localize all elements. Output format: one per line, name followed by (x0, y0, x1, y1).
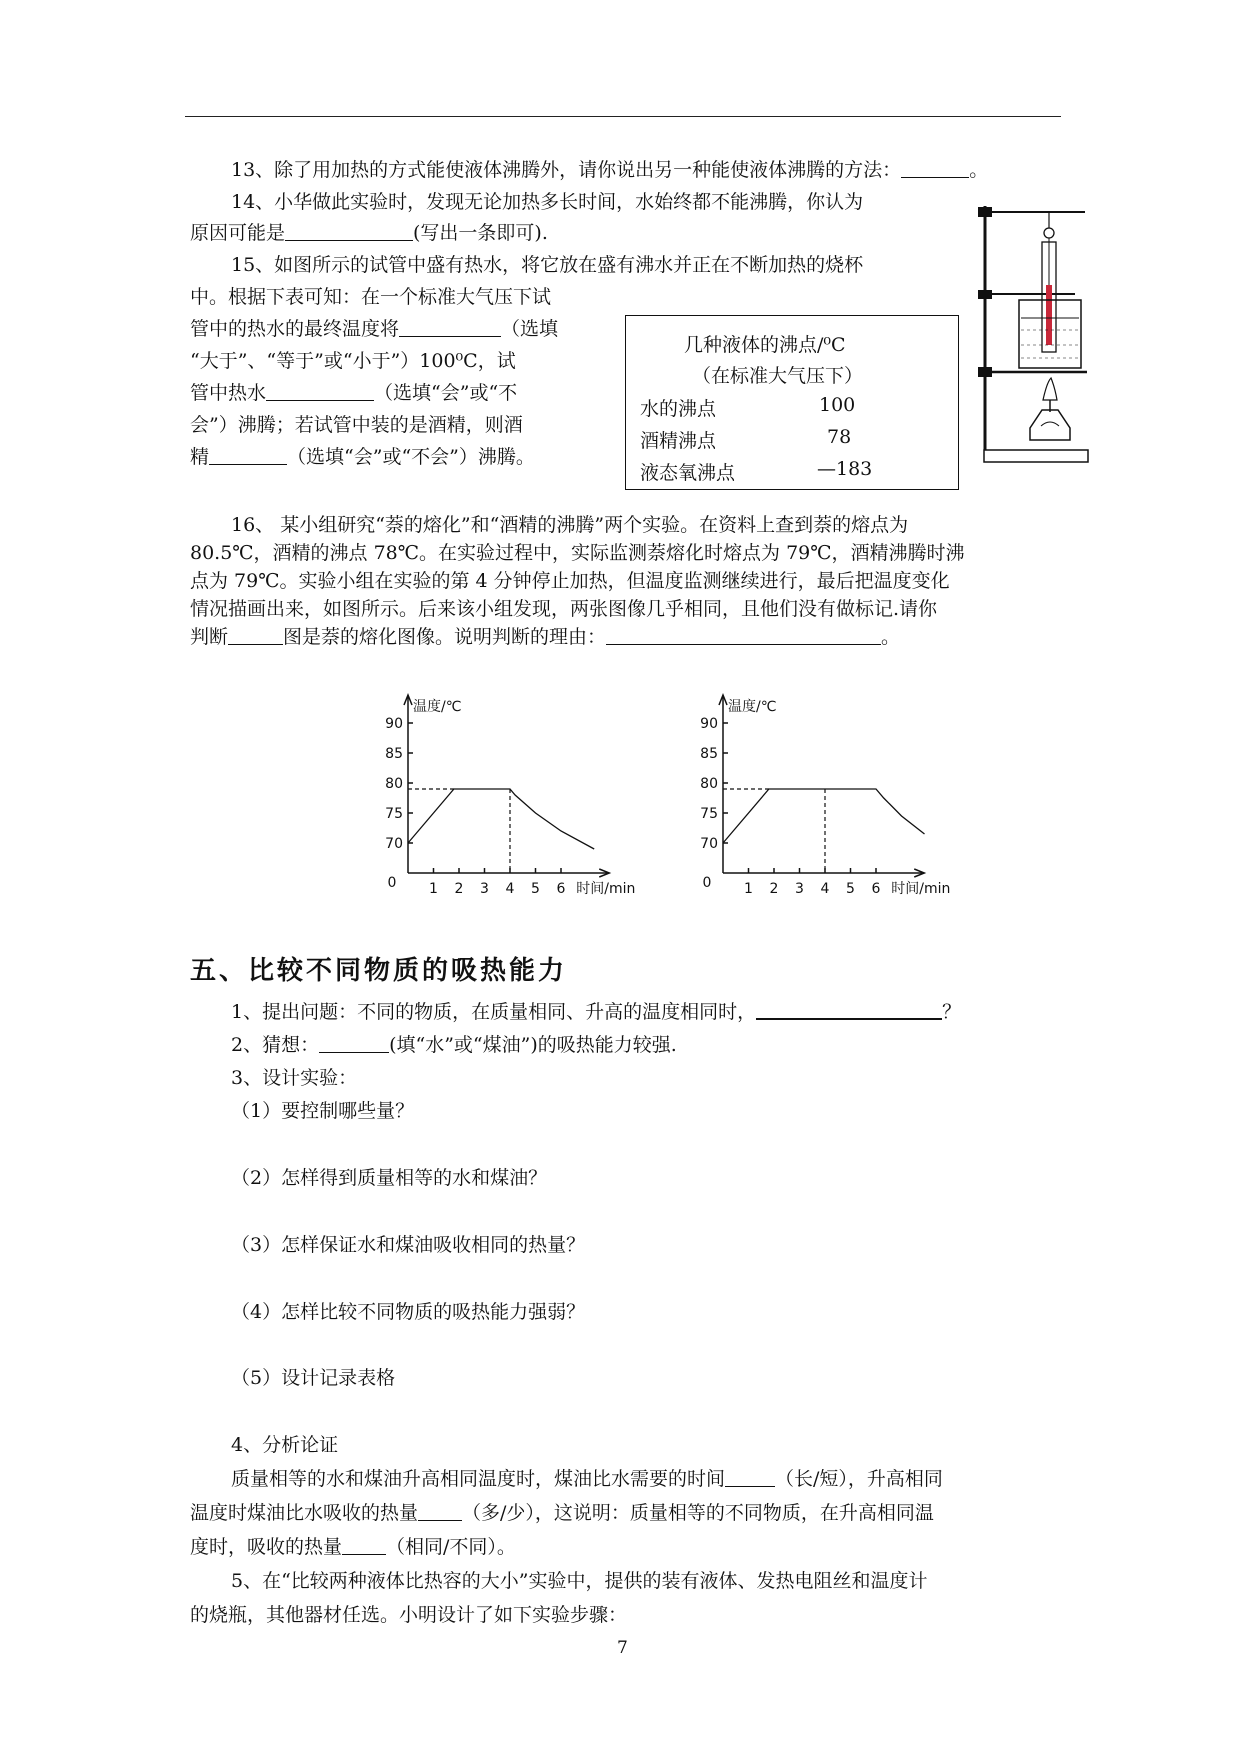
x-tick-label: 1 (744, 881, 753, 897)
temperature-time-chart-right (685, 685, 975, 905)
boiling-point-table (625, 315, 959, 490)
section5-item4: 4、分析论证 (231, 1434, 339, 1456)
question-15-line7: 精 （选填“会”或“不会”）沸腾。 (190, 446, 535, 468)
x-axis-label: 时间/min (576, 881, 636, 897)
answer-blank[interactable] (418, 1500, 462, 1521)
y-tick-label: 90 (700, 716, 718, 732)
x-tick-label: 1 (429, 881, 438, 897)
page-number: 7 (617, 1638, 628, 1658)
question-16-line5: 判断 图是萘的熔化图像。说明判断的理由： 。 (190, 626, 901, 648)
y-tick-label: 75 (385, 806, 403, 822)
table-row-value: 100 (819, 394, 856, 416)
y-tick-label: 70 (385, 836, 403, 852)
design-question-5: （5）设计记录表格 (231, 1367, 396, 1389)
table-row-name: 液态氧沸点 (640, 462, 736, 484)
question-15-line2: 中。根据下表可知：在一个标准大气压下试 (190, 286, 552, 308)
answer-blank[interactable] (399, 316, 501, 337)
header-rule (185, 116, 1061, 117)
y-tick-label: 80 (700, 776, 718, 792)
y-tick-label: 90 (385, 716, 403, 732)
x-tick-label: 0 (702, 875, 712, 891)
answer-blank[interactable] (901, 157, 969, 178)
x-tick-label: 2 (454, 881, 464, 897)
answer-blank[interactable] (606, 624, 881, 645)
y-tick-label: 80 (385, 776, 403, 792)
answer-blank[interactable] (342, 1534, 386, 1555)
question-15-line1: 15、如图所示的试管中盛有热水，将它放在盛有沸水并正在不断加热的烧杯 (231, 254, 864, 276)
question-15-line4: “大于”、“等于”或“小于”）100⁰C，试 (190, 350, 516, 372)
section-heading: 五、比较不同物质的吸热能力 (190, 956, 568, 986)
table-subtitle: （在标准大气压下） (692, 365, 864, 387)
section5-item1: 1、提出问题：不同的物质，在质量相同、升高的温度相同时， ？ (231, 997, 961, 1027)
x-tick-label: 4 (505, 881, 515, 897)
answer-blank[interactable] (319, 1032, 389, 1053)
section5-item5-line2: 的烧瓶，其他器材任选。小明设计了如下实验步骤： (190, 1604, 628, 1626)
question-15-line6: 会”）沸腾；若试管中装的是酒精，则酒 (190, 414, 523, 436)
table-title: 几种液体的沸点/⁰C (684, 334, 846, 356)
answer-blank[interactable] (756, 998, 942, 1020)
temperature-time-chart-left (370, 685, 660, 905)
boiling-apparatus-illustration (975, 200, 1095, 470)
analysis-line2: 温度时煤油比水吸收的热量 （多/少），这说明：质量相等的不同物质，在升高相同温 (190, 1502, 934, 1524)
x-axis-label: 时间/min (891, 881, 951, 897)
answer-blank[interactable] (209, 444, 287, 465)
table-row-name: 酒精沸点 (640, 430, 717, 452)
answer-blank[interactable] (228, 624, 283, 645)
table-row-value: 78 (827, 426, 852, 448)
x-tick-label: 4 (820, 881, 830, 897)
answer-blank[interactable] (266, 380, 374, 401)
x-tick-label: 0 (387, 875, 397, 891)
series-line (408, 789, 594, 849)
x-tick-label: 2 (769, 881, 779, 897)
y-axis-label: 温度/℃ (413, 699, 462, 715)
section5-item2: 2、猜想： (填“水”或“煤油”)的吸热能力较强. (231, 1034, 677, 1056)
question-16-line2: 80.5℃，酒精的沸点 78℃。在实验过程中，实际监测萘熔化时熔点为 79℃，酒精沸腾时沸 (190, 542, 965, 564)
design-question-2: （2）怎样得到质量相等的水和煤油？ (231, 1167, 548, 1189)
x-tick-label: 5 (531, 881, 540, 897)
question-16-line3: 点为 79℃。实验小组在实验的第 4 分钟停止加热，但温度监测继续进行，最后把温度变化 (190, 570, 950, 592)
y-tick-label: 85 (385, 746, 403, 762)
x-tick-label: 6 (871, 881, 881, 897)
y-axis-label: 温度/℃ (728, 699, 777, 715)
y-tick-label: 75 (700, 806, 718, 822)
design-question-1: （1）要控制哪些量？ (231, 1100, 415, 1122)
question-14-line1: 14、小华做此实验时，发现无论加热多长时间，水始终都不能沸腾，你认为 (231, 191, 864, 213)
x-tick-label: 5 (846, 881, 855, 897)
x-tick-label: 3 (480, 881, 489, 897)
design-question-3: （3）怎样保证水和煤油吸收相同的热量？ (231, 1234, 586, 1256)
analysis-line1: 质量相等的水和煤油升高相同温度时，煤油比水需要的时间 （长/短），升高相同 (231, 1468, 943, 1490)
question-16-line4: 情况描画出来，如图所示。后来该小组发现，两张图像几乎相同，且他们没有做标记.请你 (190, 598, 938, 620)
question-15-line5: 管中热水 （选填“会”或“不 (190, 382, 518, 404)
answer-blank[interactable] (285, 220, 413, 241)
design-question-4: （4）怎样比较不同物质的吸热能力强弱？ (231, 1301, 586, 1323)
section5-item5-line1: 5、在“比较两种液体比热容的大小”实验中，提供的装有液体、发热电阻丝和温度计 (231, 1570, 928, 1592)
table-row-name: 水的沸点 (640, 398, 717, 420)
question-15-line3: 管中的热水的最终温度将 （选填 (190, 318, 559, 340)
x-tick-label: 3 (795, 881, 804, 897)
section5-item3: 3、设计实验： (231, 1067, 358, 1089)
x-tick-label: 6 (556, 881, 566, 897)
table-row-value: —183 (817, 458, 873, 480)
question-14-line2: 原因可能是 (写出一条即可). (190, 222, 548, 244)
question-13: 13、除了用加热的方式能使液体沸腾外，请你说出另一种能使液体沸腾的方法： 。 (231, 159, 989, 181)
analysis-line3: 度时，吸收的热量 （相同/不同）。 (190, 1536, 516, 1558)
question-16-line1: 16、 某小组研究“萘的熔化”和“酒精的沸腾”两个实验。在资料上查到萘的熔点为 (231, 514, 909, 536)
series-line (723, 789, 925, 843)
answer-blank[interactable] (725, 1466, 775, 1487)
y-tick-label: 70 (700, 836, 718, 852)
y-tick-label: 85 (700, 746, 718, 762)
